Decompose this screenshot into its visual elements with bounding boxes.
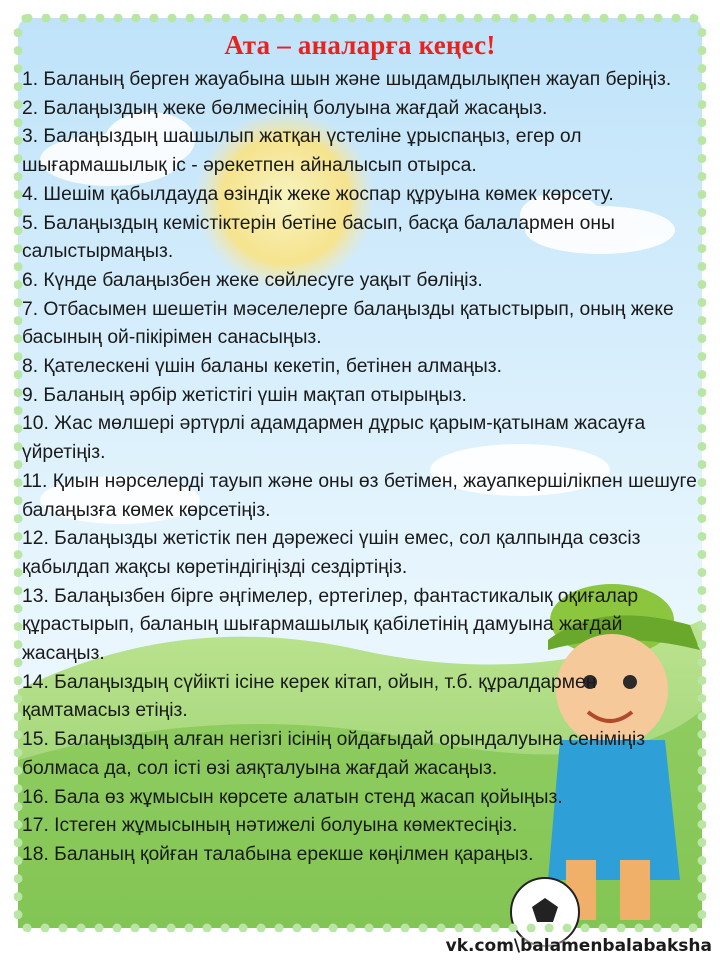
page-title: Ата – аналарға кеңес! <box>224 30 496 60</box>
list-item: 10. Жас мөлшері әртүрлі адамдармен дұрыс қарым-қатынам жасауға үйретіңіз. <box>22 413 646 464</box>
list-item: 9. Баланың әрбір жетістігі үшін мақтап отырыңыз. <box>22 384 467 406</box>
list-item: 13. Балаңызбен бірге әңгімелер, ертегілер, фантастикалық оқиғалар құрастырып, баланың шығармашылық қабілетінің дамуына жағдай жасаңыз. <box>22 585 639 665</box>
list-item: 5. Балаңыздың кемістіктерін бетіне басып, басқа балалармен оны салыстырмаңыз. <box>22 212 615 263</box>
source-watermark: vk.com\balamenbalabaksha <box>445 936 712 956</box>
list-item: 12. Балаңызды жетістік пен дәрежесі үшін емес, сол қалпында сөзсіз қабылдап жақсы көретіндігіңізді сездіртіңіз. <box>22 528 641 578</box>
list-item: 17. Істеген жұмысының нәтижелі болуына көмектесіңіз. <box>22 815 518 837</box>
list-item: 4. Шешім қабылдауда өзіндік жеке жоспар құруына көмек көрсету. <box>22 183 614 205</box>
list-item: 8. Қателескені үшін баланы кекетіп, бетінен алмаңыз. <box>22 356 502 378</box>
list-item: 14. Балаңыздың сүйікті ісіне керек кітап, ойын, т.б. құралдармен қамтамасыз етіңіз. <box>22 671 597 722</box>
list-item: 18. Баланың қойған талабына ерекше көңілмен қараңыз. <box>22 843 534 865</box>
list-item: 11. Қиын нәрселерді тауып және оны өз бетімен, жауапкершілікпен шешуге балаңызға көмек көрсетіңіз. <box>22 470 697 521</box>
list-item: 3. Балаңыздың шашылып жатқан үстеліне ұрыспаңыз, егер ол шығармашылық іс - әрекетпен айналысып отырса. <box>22 126 582 177</box>
list-item: 1. Баланың берген жауабына шын және шыдамдылықпен жауап беріңіз. <box>22 69 672 90</box>
list-item: 7. Отбасымен шешетін мәселелерге балаңызды қатыстырып, оның жеке басының ой-пікірімен санасыңыз. <box>22 298 674 349</box>
list-item: 2. Балаңыздың жеке бөлмесінің болуына жағдай жасаңыз. <box>22 97 548 119</box>
list-item: 16. Бала өз жұмысын көрсете алатын стенд жасап қойыңыз. <box>22 786 563 808</box>
tips-list <box>22 66 698 870</box>
list-item: 6. Күнде балаңызбен жеке сөйлесуге уақыт бөліңіз. <box>22 269 483 291</box>
list-item: 15. Балаңыздың алған негізгі ісінің ойдағыдай орындалуына сеніміңіз болмаса да, сол істі өзі аяқталуына жағдай жасаңыз. <box>22 729 646 779</box>
